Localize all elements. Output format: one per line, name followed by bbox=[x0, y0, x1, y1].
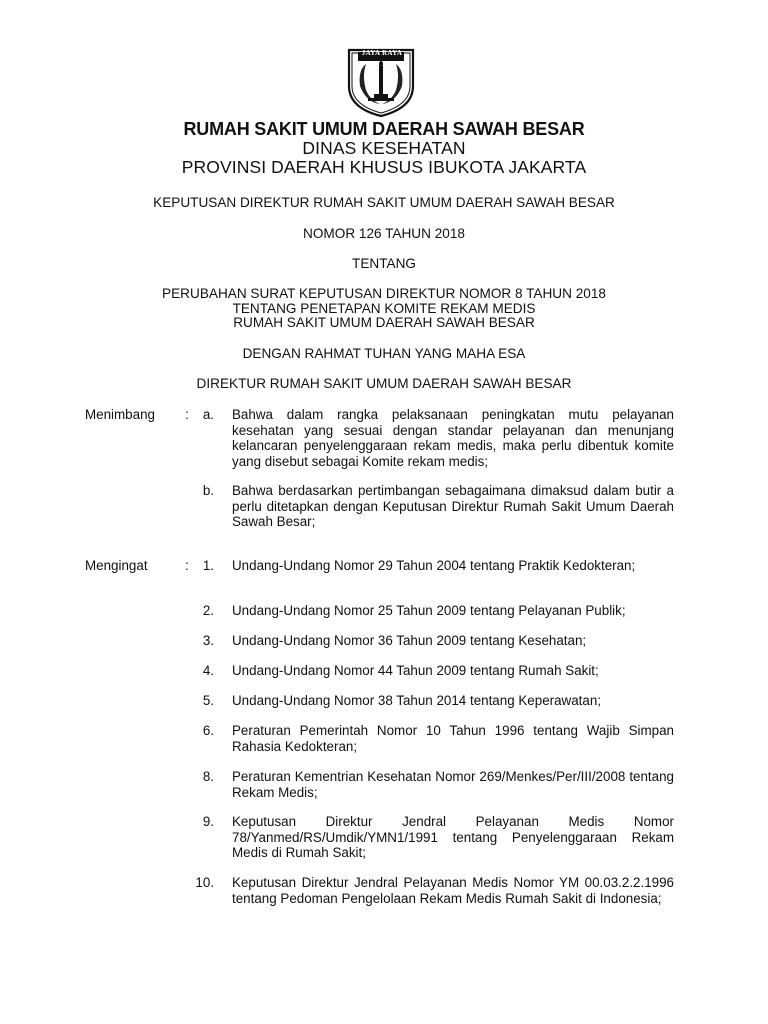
subject-line: PERUBAHAN SURAT KEPUTUSAN DIREKTUR NOMOR 8 TAHUN 2018 bbox=[162, 286, 606, 301]
mengingat-item: Undang-Undang Nomor 29 Tahun 2004 tentang Praktik Kedokteran; bbox=[232, 558, 636, 573]
decree-blessing: DENGAN RAHMAT TUHAN YANG MAHA ESA bbox=[242, 346, 526, 361]
mengingat-label: Mengingat bbox=[85, 558, 148, 573]
hospital-name: RUMAH SAKIT UMUM DAERAH SAWAH BESAR bbox=[183, 119, 585, 139]
list-marker: 1. bbox=[202, 558, 214, 573]
list-marker: 4. bbox=[202, 663, 214, 678]
subject-line: TENTANG PENETAPAN KOMITE REKAM MEDIS bbox=[232, 300, 536, 316]
mengingat-item: Keputusan Direktur Jendral Pelayanan Medis Nomor YM 00.03.2.2.1996 tentang Pedoman Pengelolaan Rekam Medis Rumah Sakit di Indonesia; bbox=[232, 875, 674, 906]
mengingat-item: Peraturan Pemerintah Nomor 10 Tahun 1996 tentang Wajib Simpan Rahasia Kedokteran; bbox=[232, 723, 674, 754]
mengingat-colon: : bbox=[185, 558, 189, 573]
mengingat-item: Undang-Undang Nomor 36 Tahun 2009 tentang Kesehatan; bbox=[232, 633, 587, 648]
menimbang-item: Bahwa dalam rangka pelaksanaan peningkatan mutu pelayanan kesehatan yang sesuai dengan standar pelayanan dan menunjang kelancaran penyelenggaraan rekam medis, maka perlu dibentuk komite yang disebut sebagai Komite rekam medis; bbox=[232, 407, 674, 469]
decree-subject bbox=[0, 287, 768, 331]
subject-line: RUMAH SAKIT UMUM DAERAH SAWAH BESAR bbox=[233, 315, 535, 330]
decree-issuer: DIREKTUR RUMAH SAKIT UMUM DAERAH SAWAH BESAR bbox=[196, 376, 572, 391]
list-marker: 3. bbox=[202, 633, 214, 648]
list-marker: 5. bbox=[202, 693, 214, 708]
menimbang-colon: : bbox=[185, 407, 189, 422]
list-marker: 2. bbox=[202, 603, 214, 618]
list-marker: 10. bbox=[195, 875, 214, 890]
mengingat-item: Undang-Undang Nomor 38 Tahun 2014 tentang Keperawatan; bbox=[232, 693, 602, 708]
list-marker: a. bbox=[202, 407, 214, 422]
menimbang-label: Menimbang bbox=[85, 407, 155, 422]
mengingat-item: Peraturan Kementrian Kesehatan Nomor 269/Menkes/Per/III/2008 tentang Rekam Medis; bbox=[232, 769, 674, 800]
mengingat-item: Keputusan Direktur Jendral Pelayanan Medis Nomor 78/Yanmed/RS/Umdik/YMN1/1991 tentang Penyelenggaraan Rekam Medis di Rumah Sakit; bbox=[232, 814, 674, 860]
menimbang-item: Bahwa berdasarkan pertimbangan sebagaimana dimaksud dalam butir a perlu ditetapkan dengan Keputusan Direktur Rumah Sakit Umum Daerah Sawah Besar; bbox=[232, 483, 674, 529]
province-name: PROVINSI DAERAH KHUSUS IBUKOTA JAKARTA bbox=[181, 157, 587, 177]
decree-number: NOMOR 126 TAHUN 2018 bbox=[303, 226, 465, 241]
list-marker: 6. bbox=[202, 723, 214, 738]
decree-title: KEPUTUSAN DIREKTUR RUMAH SAKIT UMUM DAERAH SAWAH BESAR bbox=[153, 195, 615, 210]
list-marker: b. bbox=[202, 483, 214, 498]
mengingat-item: Undang-Undang Nomor 44 Tahun 2009 tentang Rumah Sakit; bbox=[232, 663, 599, 678]
agency-name: DINAS KESEHATAN bbox=[302, 138, 466, 158]
institution-header bbox=[0, 120, 768, 177]
list-marker: 9. bbox=[202, 814, 214, 829]
mengingat-item: Undang-Undang Nomor 25 Tahun 2009 tentang Pelayanan Publik; bbox=[232, 603, 626, 618]
decree-tentang: TENTANG bbox=[352, 256, 416, 271]
emblem-banner-text: JAYA RAYA bbox=[361, 49, 403, 57]
list-marker: 8. bbox=[202, 769, 214, 784]
